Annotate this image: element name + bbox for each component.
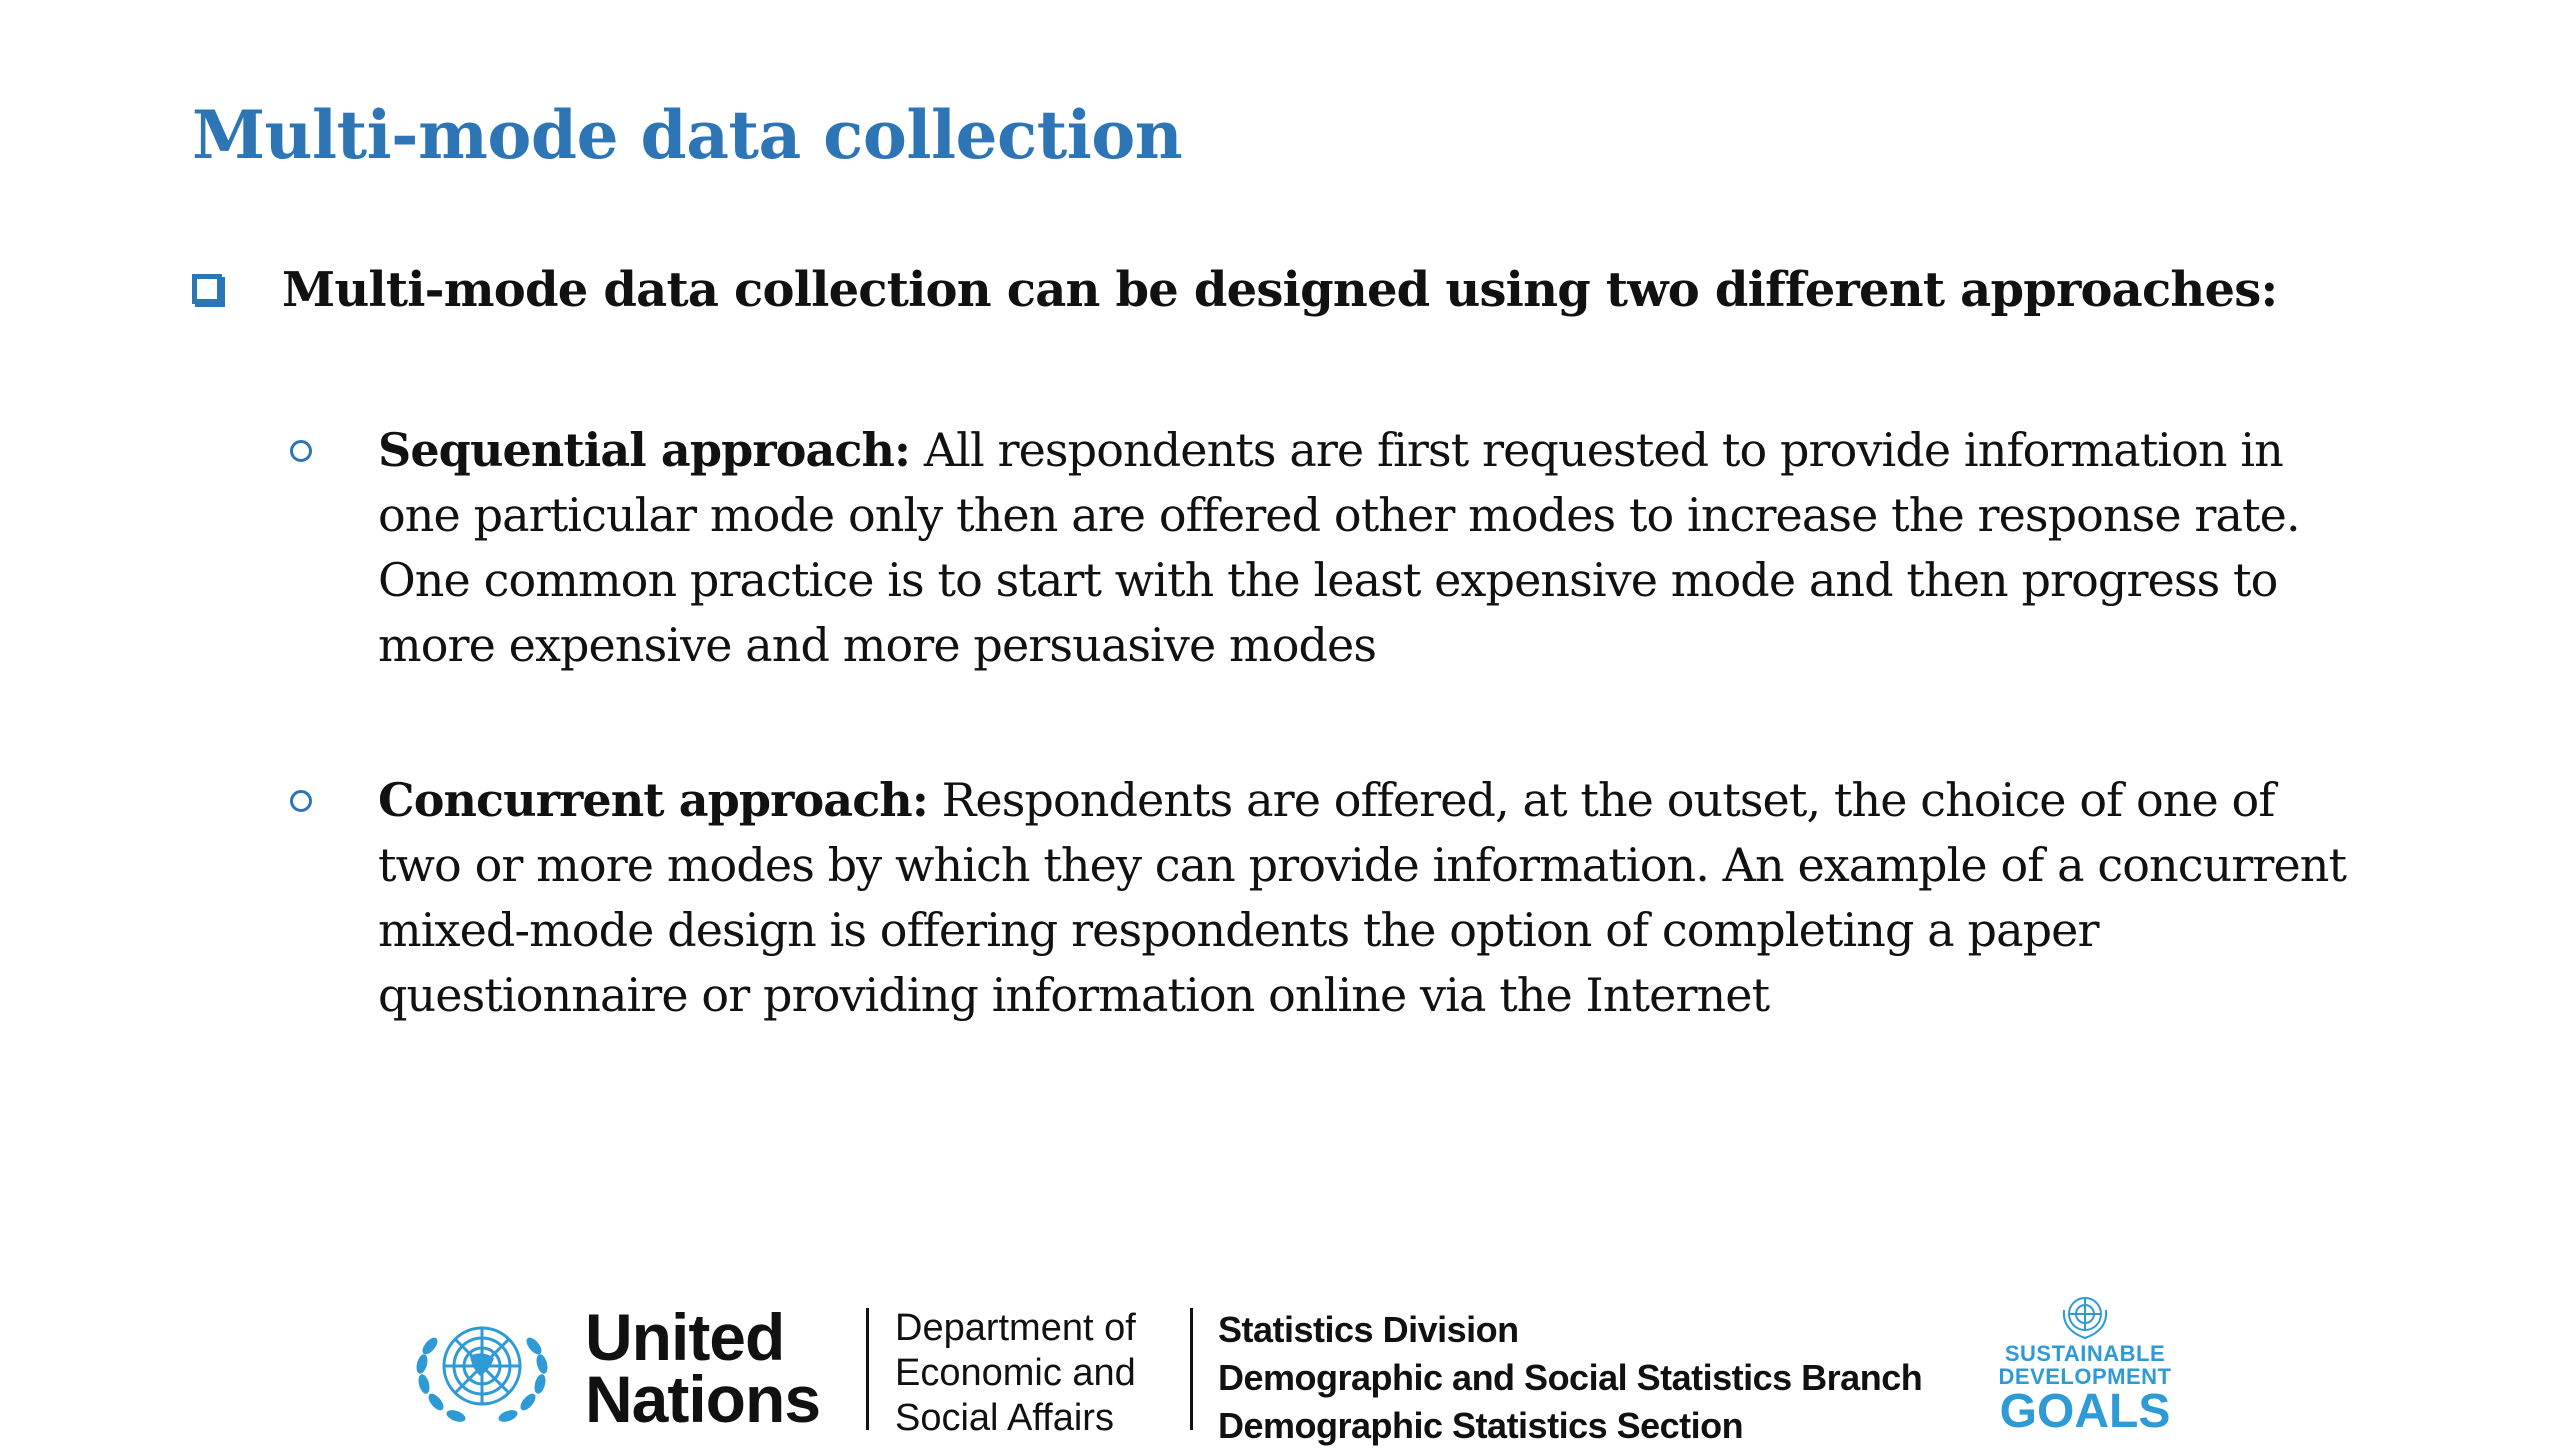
desa-label [895, 1306, 1136, 1441]
desa-line: Economic and [895, 1352, 1136, 1394]
main-bullet-text: Multi-mode data collection can be designed using two different approaches: [282, 262, 2278, 318]
un-wordmark-line: Nations [585, 1362, 821, 1436]
sdg-emblem-icon [2054, 1290, 2116, 1342]
sdg-line: SUSTAINABLE [2004, 1341, 2166, 1366]
divider [866, 1308, 869, 1430]
divider [1190, 1308, 1193, 1430]
section-line: Demographic Statistics Section [1218, 1405, 1744, 1446]
sdg-goals-wordmark: GOALS [1999, 1385, 2171, 1438]
hollow-circle-icon [290, 790, 312, 812]
desa-line: Department of [895, 1307, 1136, 1349]
sdg-line: DEVELOPMENT [1998, 1364, 2172, 1389]
approach-term: Sequential approach: [378, 423, 911, 477]
checkbox-square-icon [192, 274, 222, 304]
branch-line: Demographic and Social Statistics Branch [1218, 1357, 1923, 1398]
sub-bullet-text [378, 768, 2358, 1028]
main-bullet [192, 262, 2277, 318]
slide-title: Multi-mode data collection [192, 96, 1183, 174]
statistics-division-label [1218, 1306, 1922, 1450]
division-line: Statistics Division [1218, 1309, 1519, 1350]
un-emblem-icon [400, 1306, 565, 1434]
approach-description: All respondents are first requested to provide information in one particular mode only then are offered other modes to increase the response rate. One common practice is to start with the least expensive mode and then progress to more expensive and more persuasive modes [378, 423, 2300, 672]
sub-bullet-sequential [290, 418, 2358, 678]
hollow-circle-icon [290, 440, 312, 462]
sdg-logo [1985, 1290, 2185, 1440]
desa-line: Social Affairs [895, 1397, 1114, 1439]
footer-logos [400, 1290, 2180, 1446]
sub-bullet-concurrent [290, 768, 2358, 1028]
un-wordmark-line: United [585, 1300, 785, 1374]
sub-bullet-text [378, 418, 2358, 678]
un-wordmark [585, 1300, 821, 1436]
approach-description: Respondents are offered, at the outset, the choice of one of two or more modes by which they can provide information. An example of a concurrent mixed-mode design is offering respondents the option of completing a paper questionnaire or providing information online via the Internet [378, 773, 2347, 1022]
approach-term: Concurrent approach: [378, 773, 928, 827]
